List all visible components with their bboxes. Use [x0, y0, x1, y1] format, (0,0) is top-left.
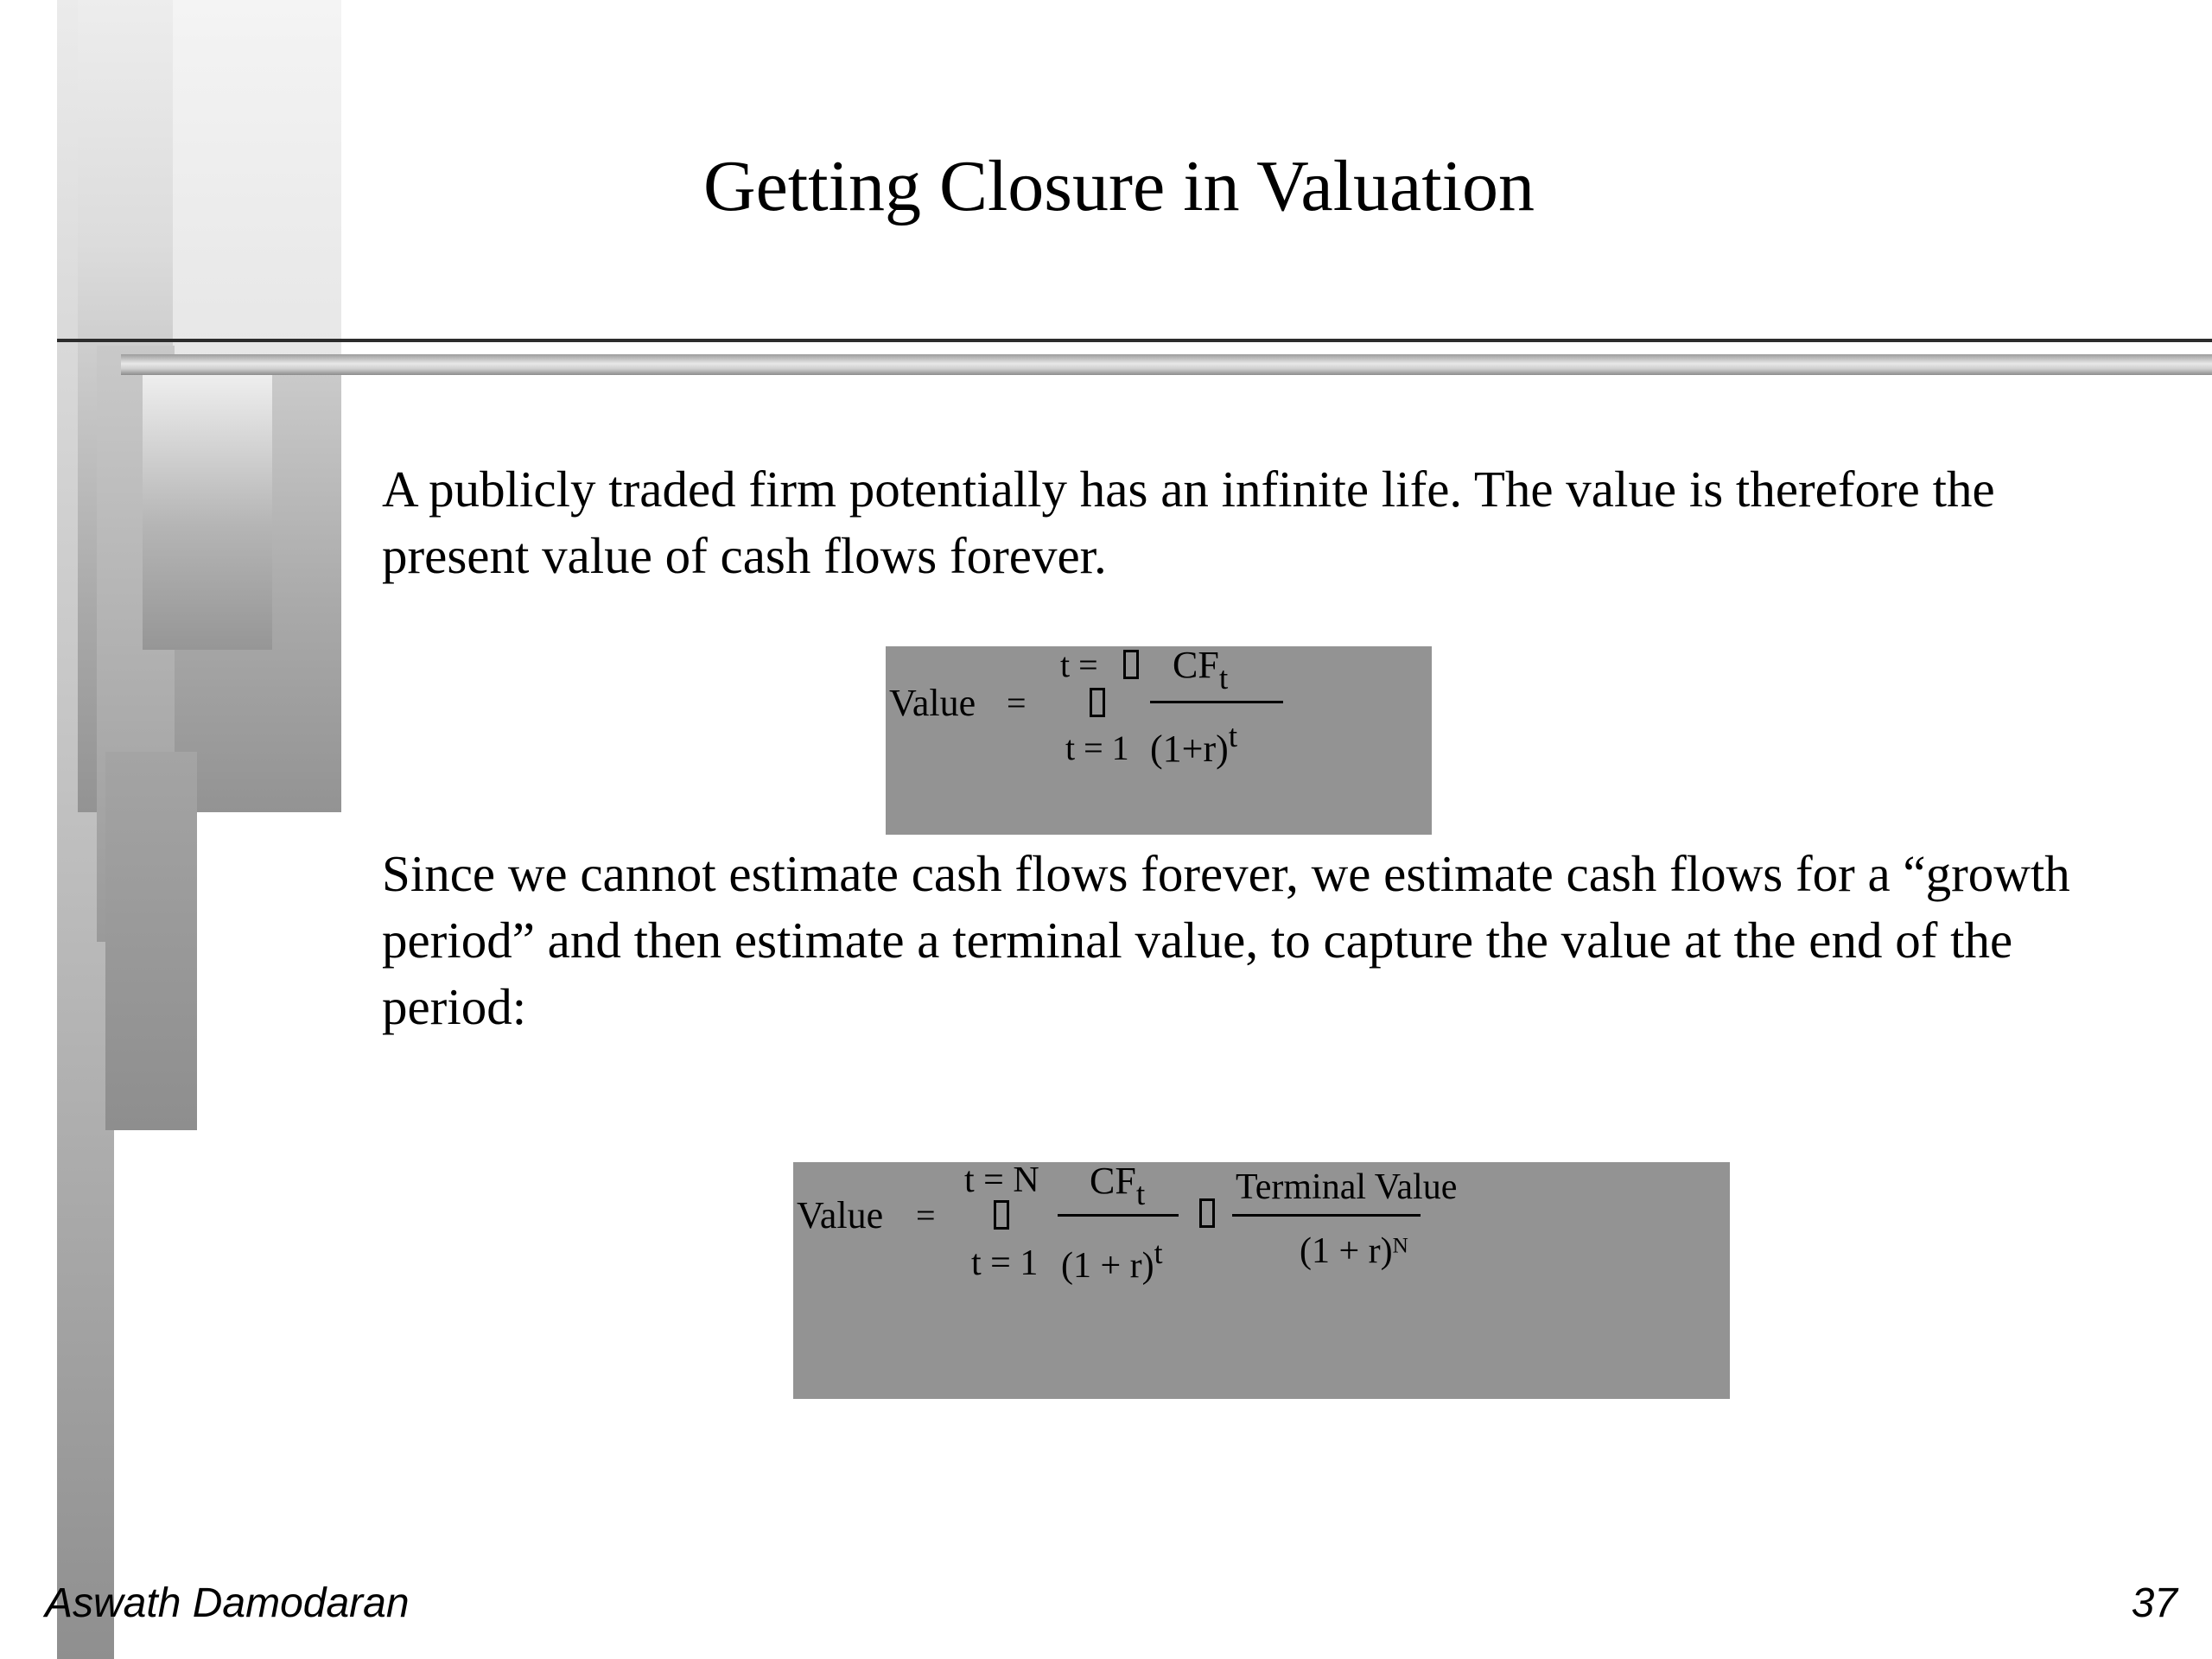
slide-title: Getting Closure in Valuation: [702, 146, 1535, 226]
terminal-value-denominator: $(1 + r)^N$: [1300, 1231, 1408, 1271]
sum-lower-limit: t = 1: [971, 1243, 1039, 1283]
decorative-bar: [173, 0, 341, 372]
formula-box-terminal: [793, 1162, 1730, 1399]
decorative-bar: [143, 373, 272, 650]
formula-numerator: $CF_t$: [1173, 644, 1229, 697]
plus-symbol-placeholder-icon: [1199, 1198, 1215, 1228]
sum-upper-limit: t = N: [964, 1160, 1039, 1200]
fraction-bar: [1058, 1214, 1179, 1217]
formula-equals: =: [916, 1196, 936, 1235]
formula-equals: =: [1007, 683, 1027, 722]
decorative-bar: [105, 752, 197, 1130]
footer-author: Aswath Damodaran: [45, 1580, 410, 1626]
formula-box-infinite: [886, 646, 1432, 835]
formula-numerator: $CF_t$: [1090, 1160, 1146, 1213]
intro-paragraph: A publicly traded firm potentially has an infinite life. The value is therefore the present value of cash flows forever.: [382, 461, 1995, 584]
summation-symbol-placeholder-icon: [994, 1200, 1009, 1230]
formula-denominator: (1 + r)t: [1061, 1236, 1163, 1287]
formula-lhs: Value: [889, 682, 976, 724]
terminal-value-numerator: Terminal Value: [1236, 1167, 1458, 1207]
growth-period-paragraph: Since we cannot estimate cash flows forever, we estimate cash flows for a “growth period” and then estimate a terminal value, to capture the value at the end of the period:: [382, 845, 2070, 1035]
fraction-bar: [1150, 701, 1283, 703]
page-number: 37: [2131, 1580, 2177, 1626]
formula-denominator: $(1+r)^t$: [1150, 719, 1238, 770]
sum-lower-limit: t = 1: [1065, 728, 1129, 767]
formula-lhs: Value: [797, 1194, 884, 1236]
header-rule: [57, 339, 2212, 342]
infinity-symbol-placeholder-icon: [1123, 650, 1139, 679]
sum-upper-limit: t =: [1060, 645, 1098, 684]
fraction-bar: [1232, 1214, 1421, 1217]
header-rule-shadow: [121, 354, 2212, 375]
summation-symbol-placeholder-icon: [1090, 688, 1105, 717]
